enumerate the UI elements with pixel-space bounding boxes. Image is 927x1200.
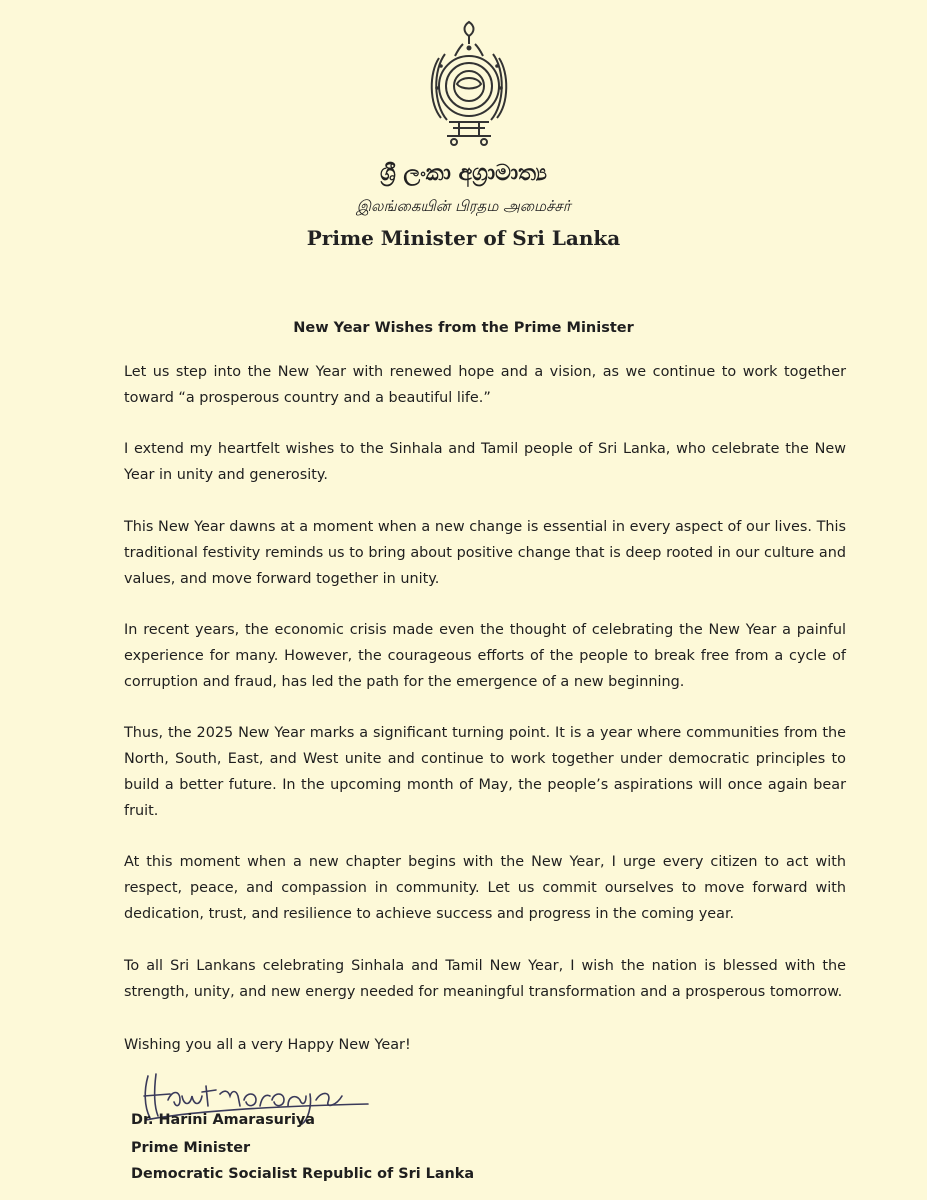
letterhead-title-sinhala: ශ්‍රී ලංකා අග්‍රාමාත්‍ය: [380, 160, 547, 186]
signatory-name: Dr. Harini Amarasuriya: [131, 1112, 316, 1128]
letterhead-title-english: Prime Minister of Sri Lanka: [306, 226, 621, 250]
signatory-country: Democratic Socialist Republic of Sri Lanka: [131, 1166, 475, 1182]
letter-paragraph: In recent years, the economic crisis made even the thought of celebrating the New Year a painful experience for many. However, the courageous efforts of the people to break free from a cycle of corruption and fraud, has led the path for the emergence of a new beginning.: [124, 622, 846, 690]
letter-paragraph: This New Year dawns at a moment when a new change is essential in every aspect of our lives. This traditional festivity reminds us to bring about positive change that is deep rooted in our culture and values, and move forward together in unity.: [124, 519, 846, 587]
letter-paragraph: At this moment when a new chapter begins with the New Year, I urge every citizen to act with respect, peace, and compassion in community. Let us commit ourselves to move forward with dedication, trust, and resilience to achieve success and progress in the coming year.: [124, 854, 846, 922]
letterhead-title-tamil: இலங்கையின் பிரதம அமைச்சர்: [356, 197, 571, 215]
sri-lanka-emblem-icon: [419, 18, 519, 150]
letter-paragraph: Let us step into the New Year with renewed hope and a vision, as we continue to work together toward “a prosperous country and a beautiful life.”: [124, 364, 846, 406]
signatory-title: Prime Minister: [131, 1140, 251, 1156]
letter-closing: Wishing you all a very Happy New Year!: [124, 1037, 411, 1053]
letter-paragraph: I extend my heartfelt wishes to the Sinhala and Tamil people of Sri Lanka, who celebrate the New Year in unity and generosity.: [124, 441, 846, 483]
letter-paragraph: Thus, the 2025 New Year marks a significant turning point. It is a year where communities from the North, South, East, and West unite and continue to work together under democratic principles to build a better future. In the upcoming month of May, the people’s aspirations will once again bear fruit.: [124, 725, 846, 819]
letter-paragraph: To all Sri Lankans celebrating Sinhala and Tamil New Year, I wish the nation is blessed with the strength, unity, and new energy needed for meaningful transformation and a prosperous tomorrow.: [124, 958, 846, 1000]
letter-heading: New Year Wishes from the Prime Minister: [293, 320, 634, 336]
